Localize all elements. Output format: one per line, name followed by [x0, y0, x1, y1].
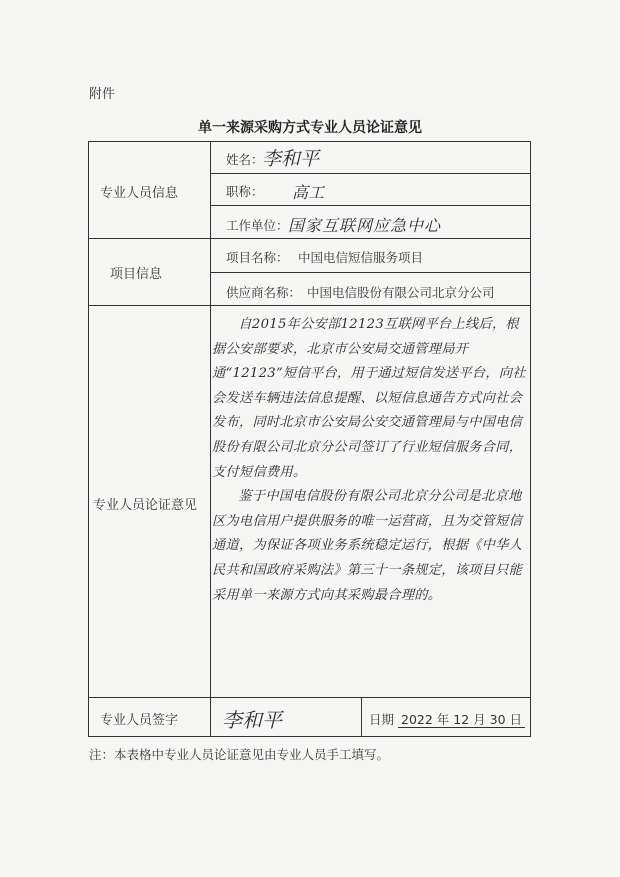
title-value: 高工 [292, 183, 325, 202]
opinion-text [212, 313, 528, 608]
opinion-paragraph: 自2015年公安部12123互联网平台上线后，根据公安部要求，北京市公安局交通管理局开通“12123”短信平台，用于通过短信发送平台，向社会发送车辆违法信息提醒、以短信息通告方式向社会发布，同时北京市公安局公安交通管理局与中国电信股份有限公司北京分公司签订了行业短信服务合同，支付短信费用。 [212, 317, 526, 480]
title-label: 职称： [226, 184, 264, 199]
row-divider-opinion-signature [88, 697, 531, 698]
signature-value: 李和平 [222, 708, 282, 732]
supplier-label: 供应商名称： [226, 285, 302, 300]
section-project-info: 项目信息 [110, 267, 163, 282]
section-opinion: 专业人员论证意见 [93, 498, 198, 513]
unit-value: 国家互联网应急中心 [288, 216, 442, 235]
supplier-value: 中国电信股份有限公司北京分公司 [307, 285, 495, 300]
column-divider [210, 141, 211, 737]
signature-date-divider [361, 697, 362, 737]
name-value: 李和平 [262, 148, 320, 170]
opinion-paragraph: 鉴于中国电信股份有限公司北京分公司是北京地区为电信用户提供服务的唯一运营商，且为交管短信通道，为保证各项业务系统稳定运行，根据《中华人民共和国政府采购法》第三十一条规定，该项目只能采用单一来源方式向其采购最合理的。 [212, 489, 523, 603]
project-name-value: 中国电信短信服务项目 [298, 250, 424, 265]
section-expert-info: 专业人员信息 [100, 186, 179, 201]
project-name-label: 项目名称： [226, 250, 289, 265]
name-label: 姓名： [226, 152, 264, 167]
attachment-label: 附件 [89, 87, 116, 102]
row-divider-projectname-supplier [210, 272, 531, 273]
row-divider-expert-project [88, 238, 531, 239]
row-divider-name-title [210, 173, 531, 174]
footnote: 注：本表格中专业人员论证意见由专业人员手工填写。 [89, 747, 390, 762]
date-value-text: 2022 年 12 月 30 日 [398, 712, 525, 728]
unit-label: 工作单位： [226, 218, 289, 233]
row-divider-title-unit [210, 205, 531, 206]
document-title: 单一来源采购方式专业人员论证意见 [198, 120, 422, 136]
date-value [398, 710, 525, 728]
row-divider-project-opinion [88, 305, 531, 306]
date-label: 日期 [369, 712, 395, 727]
section-signature: 专业人员签字 [100, 713, 179, 728]
